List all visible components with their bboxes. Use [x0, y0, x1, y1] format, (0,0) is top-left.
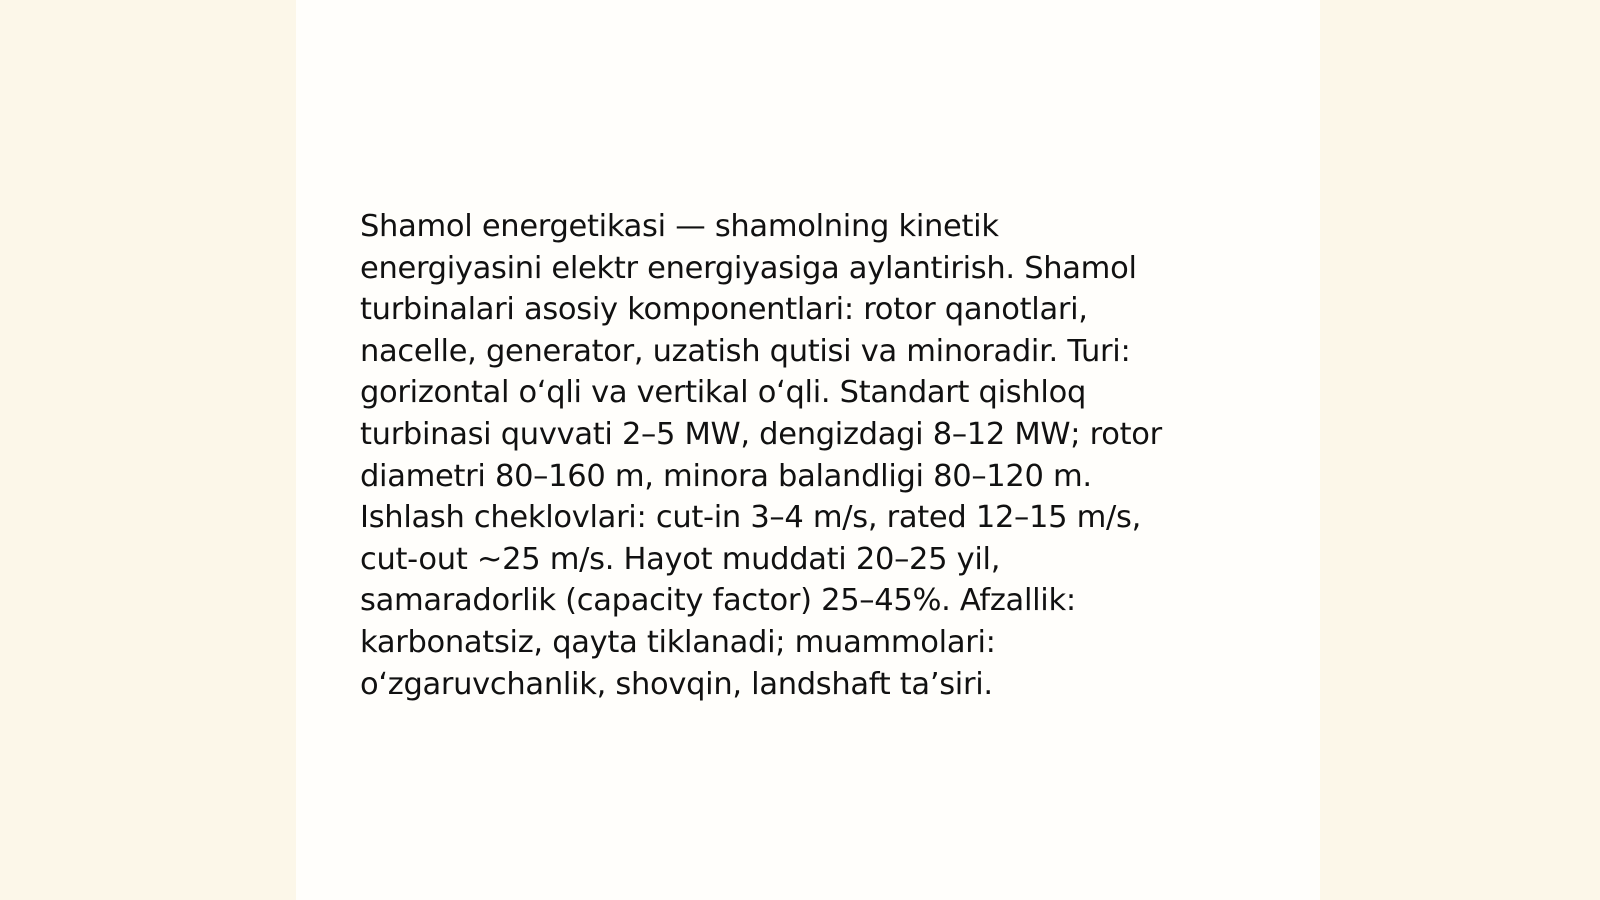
body-paragraph: Shamol energetikasi — shamolning kinetik energiyasini elektr energiyasiga aylantirish. Shamol turbinalari asosiy komponentlari: rotor qanotlari, nacelle, generator, uzatish qutisi va minoradir. Turi: gorizontal oʻqli va vertikal oʻqli. Standart qishloq turbinasi quvvati 2–5 MW, dengizdagi 8–12 MW; rotor diametri 80–160 m, minora balandligi 80–120 m. Ishlash cheklovlari: cut-in 3–4 m/s, rated 12–15 m/s, cut-out ~25 m/s. Hayot muddati 20–25 yil, samaradorlik (capacity factor) 25–45%. Afzallik: karbonatsiz, qayta tiklanadi; muammolari: oʻzgaruvchanlik, shovqin, landshaft taʼsiri.: [360, 209, 1162, 702]
document-page: [296, 0, 1320, 900]
